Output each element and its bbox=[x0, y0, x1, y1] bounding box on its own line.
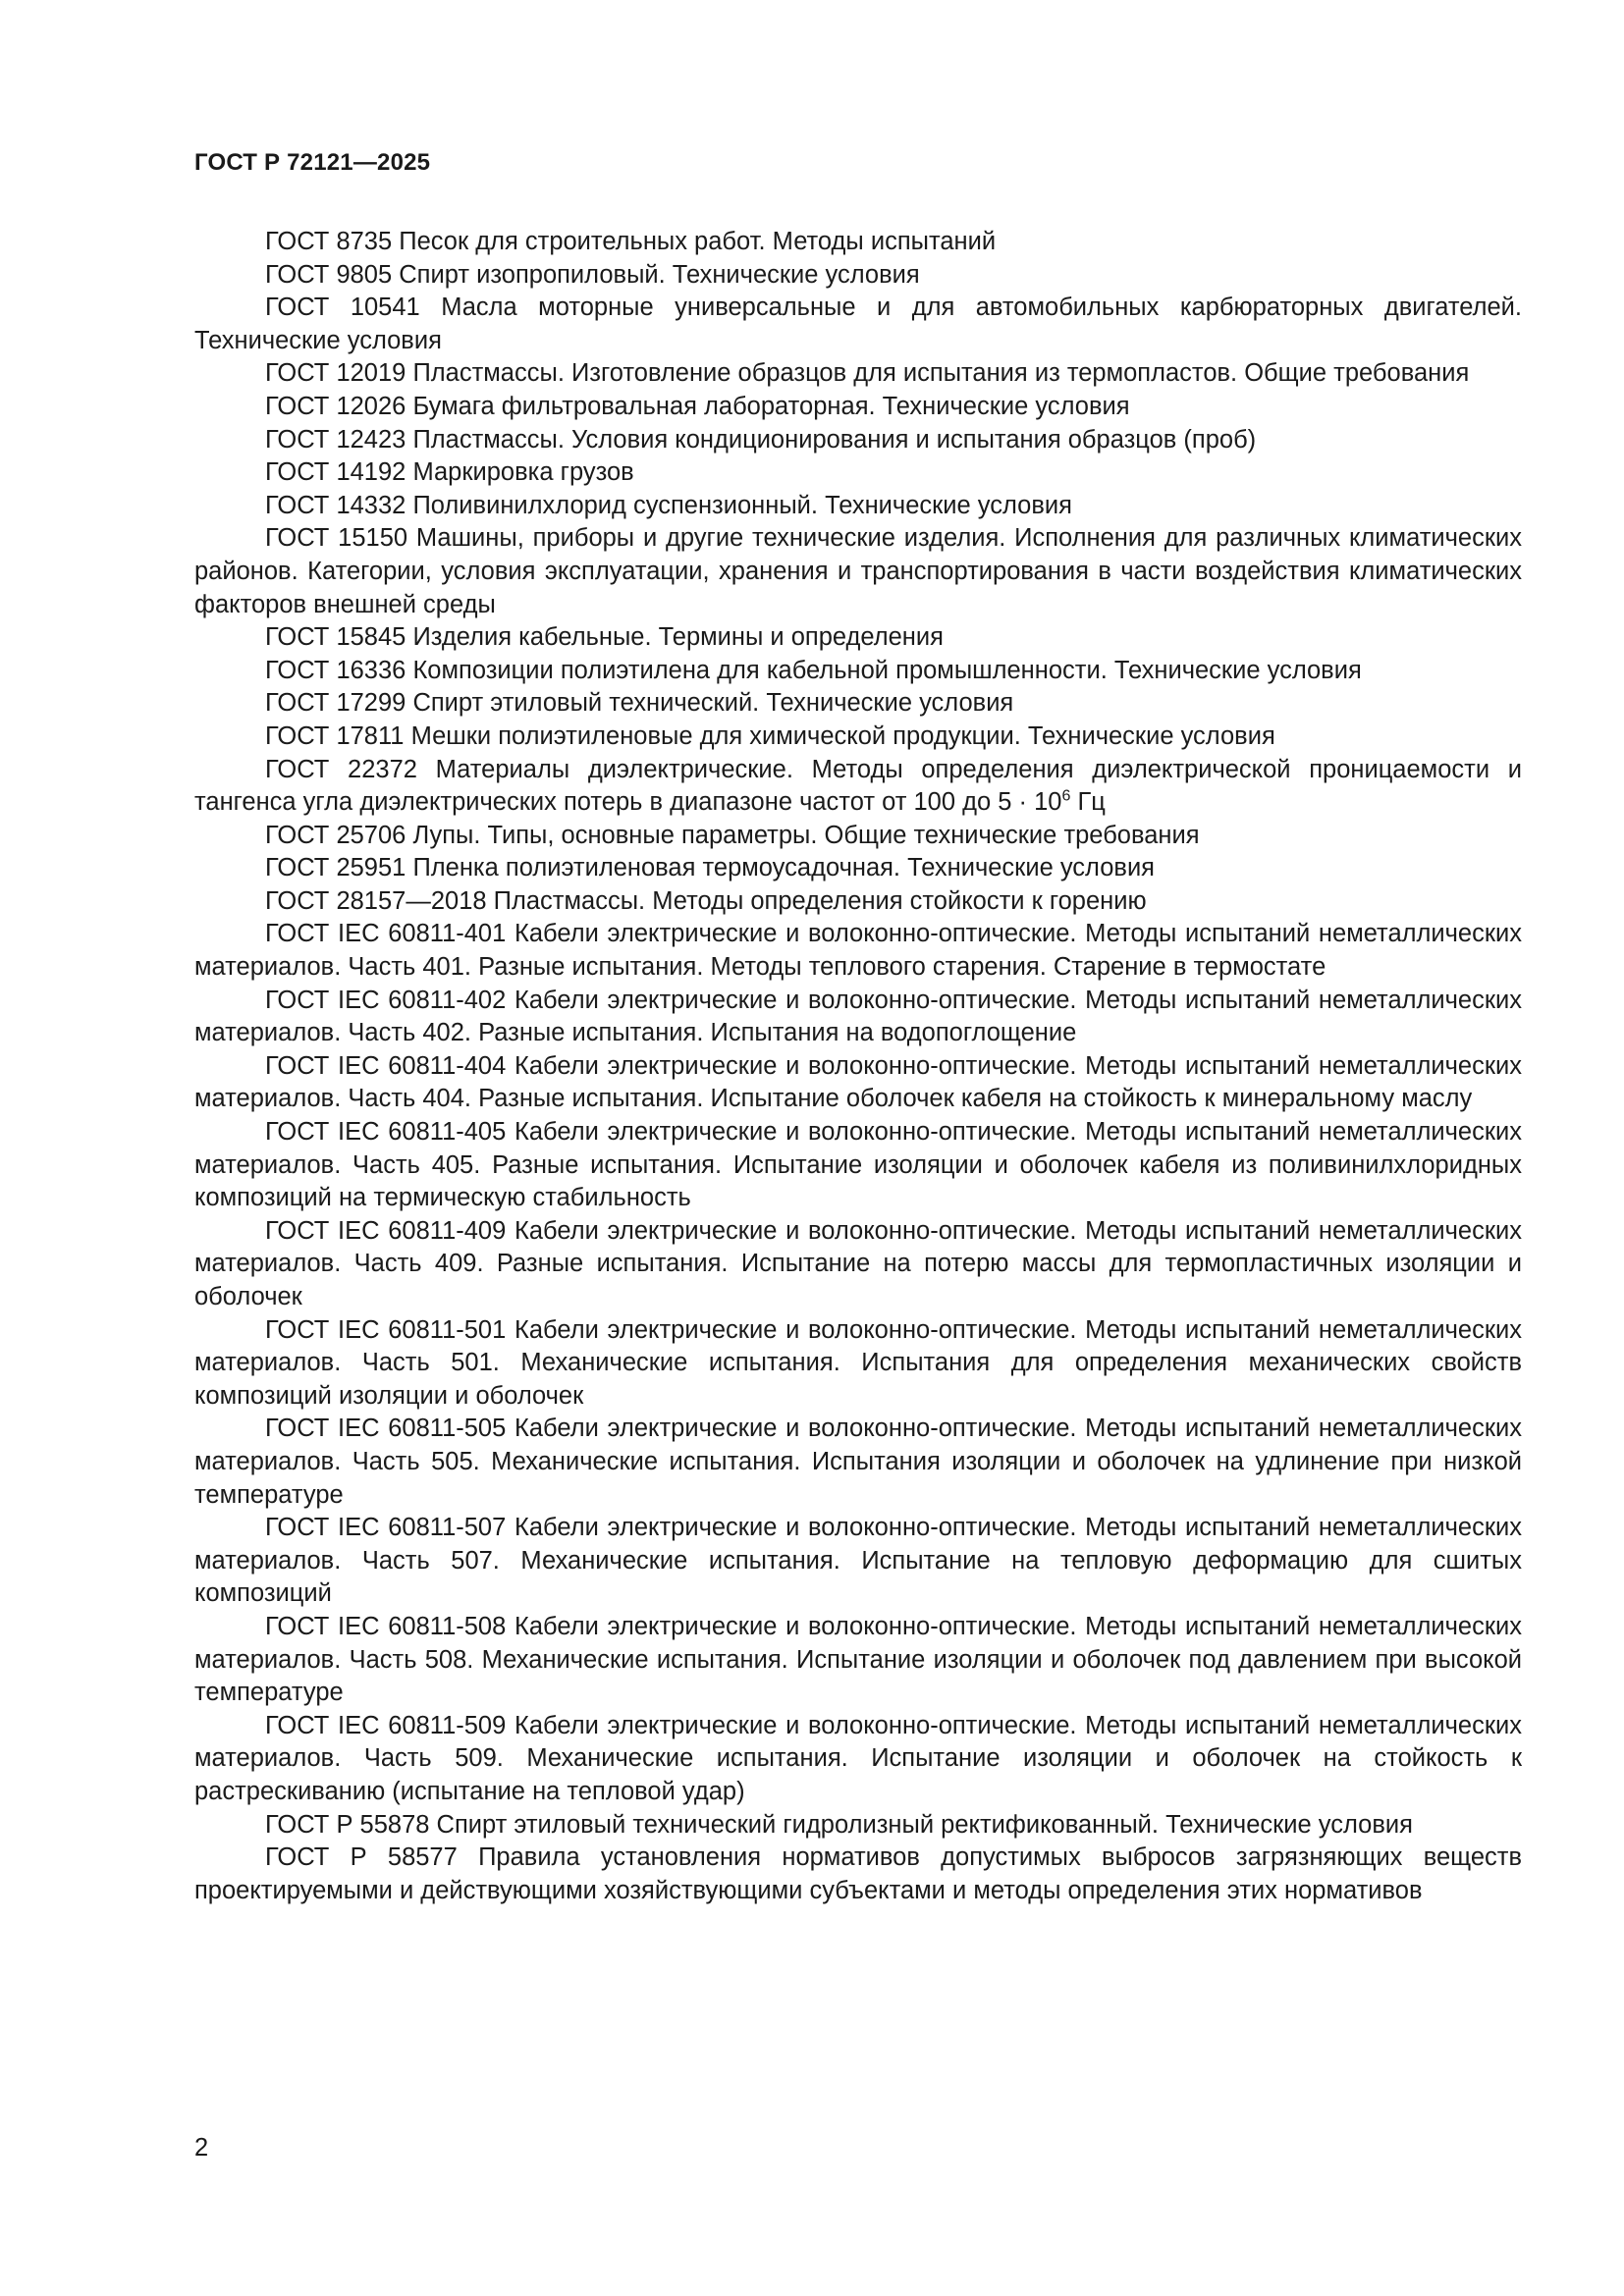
reference-entry bbox=[194, 456, 1522, 490]
reference-entry bbox=[194, 357, 1522, 391]
reference-title: Масла моторные универсальные и для автомобильных карбюраторных двигателей. Технические условия bbox=[194, 294, 1522, 354]
reference-title: Кабели электрические и волоконно-оптические. Методы испытаний неметаллических материалов. Часть 509. Механические испытания. Испытание изоляции и оболочек на стойкость к растрескиванию (испытание на тепловой удар) bbox=[194, 1711, 1523, 1805]
reference-title: Правила установления нормативов допустимых выбросов загрязняющих веществ проектируемыми и действующими хозяйствующими субъектами и методы определения этих нормативов bbox=[194, 1843, 1522, 1904]
reference-title: Пластмассы. Условия кондиционирования и испытания образцов (проб) bbox=[412, 425, 1257, 454]
reference-entry bbox=[194, 226, 1522, 259]
reference-title: Пленка полиэтиленовая термоусадочная. Технические условия bbox=[412, 854, 1155, 882]
reference-entry bbox=[194, 1215, 1522, 1314]
reference-entry bbox=[194, 1314, 1522, 1414]
reference-title: Изделия кабельные. Термины и определения bbox=[412, 623, 944, 652]
reference-code: ГОСТ 25706 bbox=[265, 821, 406, 849]
normative-references-list bbox=[194, 226, 1522, 1907]
reference-entry bbox=[194, 522, 1522, 621]
reference-entry bbox=[194, 985, 1522, 1050]
reference-title-tail: Гц bbox=[1070, 788, 1106, 817]
reference-entry bbox=[194, 687, 1522, 721]
reference-entry bbox=[194, 424, 1522, 457]
reference-code: ГОСТ IEC 60811-402 bbox=[265, 986, 507, 1014]
reference-title: Спирт этиловый технический гидролизный ректификованный. Технические условия bbox=[436, 1810, 1413, 1839]
reference-title: Маркировка грузов bbox=[412, 458, 634, 487]
reference-title: Кабели электрические и волоконно-оптические. Методы испытаний неметаллических материалов. Часть 507. Механические испытания. Испытание на тепловую деформацию для сшитых композиций bbox=[194, 1514, 1523, 1608]
reference-title: Кабели электрические и волоконно-оптические. Методы испытаний неметаллических материалов. Часть 501. Механические испытания. Испытания для определения механических свойств композиций изоляции и оболочек bbox=[194, 1315, 1523, 1410]
reference-entry bbox=[194, 621, 1522, 655]
reference-title: Кабели электрические и волоконно-оптические. Методы испытаний неметаллических материалов. Часть 405. Разные испытания. Испытание изоляции и оболочек кабеля из поливинилхлоридных композиций на термическую стабильность bbox=[194, 1118, 1523, 1212]
reference-code: ГОСТ 8735 bbox=[265, 228, 393, 255]
reference-title: Песок для строительных работ. Методы испытаний bbox=[399, 228, 997, 255]
reference-code: ГОСТ 17299 bbox=[265, 689, 406, 718]
reference-title: Лупы. Типы, основные параметры. Общие технические требования bbox=[412, 821, 1200, 849]
reference-entry bbox=[194, 1116, 1522, 1215]
reference-entry bbox=[194, 852, 1522, 885]
reference-entry bbox=[194, 820, 1522, 853]
reference-code: ГОСТ IEC 60811-404 bbox=[265, 1051, 507, 1080]
reference-title: Пластмассы. Методы определения стойкости к горению bbox=[493, 886, 1147, 915]
reference-code: ГОСТ 12026 bbox=[265, 392, 406, 420]
reference-entry bbox=[194, 721, 1522, 754]
reference-title: Бумага фильтровальная лабораторная. Технические условия bbox=[412, 392, 1130, 420]
reference-code: ГОСТ 14192 bbox=[265, 458, 406, 487]
reference-entry bbox=[194, 391, 1522, 424]
reference-entry bbox=[194, 490, 1522, 523]
reference-code: ГОСТ IEC 60811-409 bbox=[265, 1216, 507, 1245]
reference-code: ГОСТ 28157—2018 bbox=[265, 886, 487, 915]
reference-code: ГОСТ Р 58577 bbox=[265, 1843, 458, 1872]
reference-title: Кабели электрические и волоконно-оптические. Методы испытаний неметаллических материалов. Часть 505. Механические испытания. Испытания изоляции и оболочек на удлинение при низкой температуре bbox=[194, 1415, 1523, 1509]
reference-entry bbox=[194, 885, 1522, 919]
reference-code: ГОСТ IEC 60811-508 bbox=[265, 1612, 507, 1640]
reference-entry bbox=[194, 918, 1522, 984]
reference-code: ГОСТ IEC 60811-405 bbox=[265, 1118, 507, 1147]
reference-code: ГОСТ IEC 60811-501 bbox=[265, 1315, 507, 1344]
reference-code: ГОСТ 9805 bbox=[265, 260, 393, 289]
reference-code: ГОСТ 15150 bbox=[265, 524, 408, 553]
reference-code: ГОСТ IEC 60811-505 bbox=[265, 1415, 507, 1443]
reference-code: ГОСТ IEC 60811-509 bbox=[265, 1711, 507, 1739]
reference-entry bbox=[194, 259, 1522, 293]
reference-title: Материалы диэлектрические. Методы определения диэлектрической проницаемости и тангенса угла диэлектрических потерь в диапазоне частот от 100 до 5 · 10 bbox=[194, 755, 1522, 817]
reference-title: Пластмассы. Изготовление образцов для испытания из термопластов. Общие требования bbox=[412, 359, 1470, 388]
reference-title: Кабели электрические и волоконно-оптические. Методы испытаний неметаллических материалов. Часть 401. Разные испытания. Методы теплового старения. Старение в термостате bbox=[194, 920, 1523, 982]
reference-entry bbox=[194, 655, 1522, 688]
reference-entry bbox=[194, 754, 1522, 820]
reference-code: ГОСТ 22372 bbox=[265, 755, 417, 783]
reference-code: ГОСТ 17811 bbox=[265, 721, 405, 750]
reference-entry bbox=[194, 1512, 1522, 1611]
reference-code: ГОСТ 16336 bbox=[265, 656, 406, 684]
reference-entry bbox=[194, 1842, 1522, 1907]
reference-code: ГОСТ 12423 bbox=[265, 425, 406, 454]
reference-entry bbox=[194, 1809, 1522, 1842]
reference-title: Поливинилхлорид суспензионный. Технические условия bbox=[412, 491, 1072, 519]
reference-title: Кабели электрические и волоконно-оптические. Методы испытаний неметаллических материалов. Часть 508. Механические испытания. Испытание изоляции и оболочек под давлением при высокой температуре bbox=[194, 1612, 1523, 1707]
reference-title: Кабели электрические и волоконно-оптические. Методы испытаний неметаллических материалов. Часть 404. Разные испытания. Испытание оболочек кабеля на стойкость к минеральному маслу bbox=[194, 1051, 1523, 1113]
reference-entry bbox=[194, 1050, 1522, 1116]
reference-entry bbox=[194, 1710, 1522, 1809]
reference-entry bbox=[194, 1611, 1522, 1710]
reference-superscript: 6 bbox=[1061, 787, 1071, 805]
reference-code: ГОСТ 14332 bbox=[265, 491, 406, 519]
reference-code: ГОСТ 15845 bbox=[265, 623, 406, 652]
reference-code: ГОСТ 10541 bbox=[265, 294, 420, 322]
reference-entry bbox=[194, 1413, 1522, 1512]
reference-title: Машины, приборы и другие технические изделия. Исполнения для различных климатических районов. Категории, условия эксплуатации, хранения и транспортирования в части воздействия климатических факторов внешней среды bbox=[194, 524, 1522, 618]
reference-title: Спирт этиловый технический. Технические условия bbox=[412, 689, 1014, 718]
reference-entry bbox=[194, 292, 1522, 357]
reference-code: ГОСТ IEC 60811-401 bbox=[265, 920, 507, 948]
reference-code: ГОСТ 25951 bbox=[265, 854, 406, 882]
reference-title: Кабели электрические и волоконно-оптические. Методы испытаний неметаллических материалов. Часть 409. Разные испытания. Испытание на потерю массы для термопластичных изоляции и оболочек bbox=[194, 1216, 1523, 1310]
reference-title: Мешки полиэтиленовые для химической продукции. Технические условия bbox=[410, 721, 1275, 750]
document-header: ГОСТ Р 72121—2025 bbox=[194, 149, 431, 176]
page-number: 2 bbox=[194, 2134, 209, 2162]
reference-code: ГОСТ 12019 bbox=[265, 359, 406, 388]
reference-title: Композиции полиэтилена для кабельной промышленности. Технические условия bbox=[412, 656, 1362, 684]
reference-title: Спирт изопропиловый. Технические условия bbox=[399, 260, 920, 289]
reference-title: Кабели электрические и волоконно-оптические. Методы испытаний неметаллических материалов. Часть 402. Разные испытания. Испытания на водопоглощение bbox=[194, 986, 1523, 1047]
reference-code: ГОСТ IEC 60811-507 bbox=[265, 1514, 507, 1542]
reference-code: ГОСТ Р 55878 bbox=[265, 1810, 430, 1839]
